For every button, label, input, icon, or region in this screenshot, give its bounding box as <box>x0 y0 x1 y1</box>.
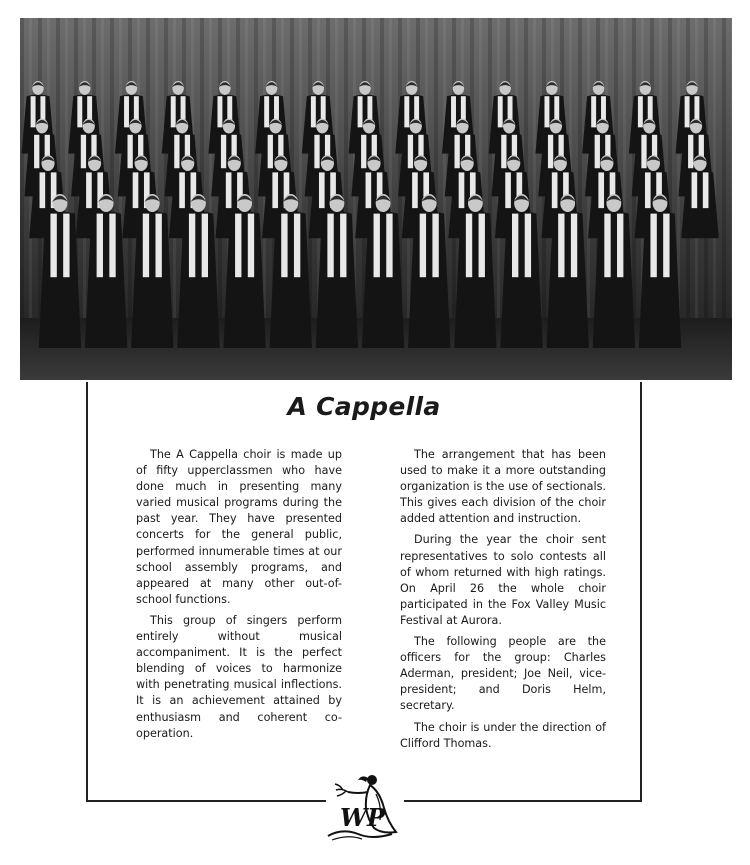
choir-member <box>85 194 127 348</box>
choir-member <box>454 194 496 348</box>
choir-member <box>500 194 542 348</box>
choir-member <box>39 194 81 348</box>
paragraph: The following people are the officers for the group: Charles Aderman, president; Joe Neil, vice-president; and Doris Helm, secretary. <box>400 635 606 713</box>
choir-member <box>408 194 450 348</box>
yearbook-logo <box>322 770 402 844</box>
left-column <box>136 447 342 747</box>
choir-member <box>316 194 358 348</box>
paragraph: During the year the choir sent representatives to solo contests all of whom returned with high ratings. On April 26 the whole choir participated in the Fox Valley Music Festival at Aurora. <box>400 533 606 627</box>
choir-member <box>639 194 681 348</box>
choir-member <box>270 194 312 348</box>
paragraph: The arrangement that has been used to make it a more outstanding organization is the use of sectionals. This gives each division of the choir added attention and instruction. <box>400 448 606 526</box>
frame-rule-left <box>86 800 326 802</box>
choir-member <box>177 194 219 348</box>
choir-member <box>362 194 404 348</box>
logo-monogram: WP <box>340 803 385 832</box>
choir-photo <box>20 18 732 380</box>
choir-member <box>131 194 173 348</box>
paragraph: The A Cappella choir is made up of fifty upperclassmen who have done much in presenting many varied musical programs during the past year. They have presented concerts for the general public, performed innumerable times at our school assembly programs, and appeared at many other out-of-school functions. <box>136 448 342 606</box>
choir-member <box>223 194 265 348</box>
lyre-figure-logo-icon <box>322 770 402 844</box>
choir-group-photo-icon <box>20 18 732 380</box>
paragraph: The choir is under the direction of Clifford Thomas. <box>400 720 606 750</box>
right-column <box>400 447 606 757</box>
choir-member <box>593 194 635 348</box>
choir-member <box>546 194 588 348</box>
page-title: A Cappella <box>287 392 441 421</box>
paragraph: This group of singers perform entirely without musical accompaniment. It is the perfect blending of voices to harmonize with penetrating musical inflections. It is an achievement attained by enthusiasm and coherent co-operation. <box>136 613 342 740</box>
frame-rule-right <box>404 800 642 802</box>
